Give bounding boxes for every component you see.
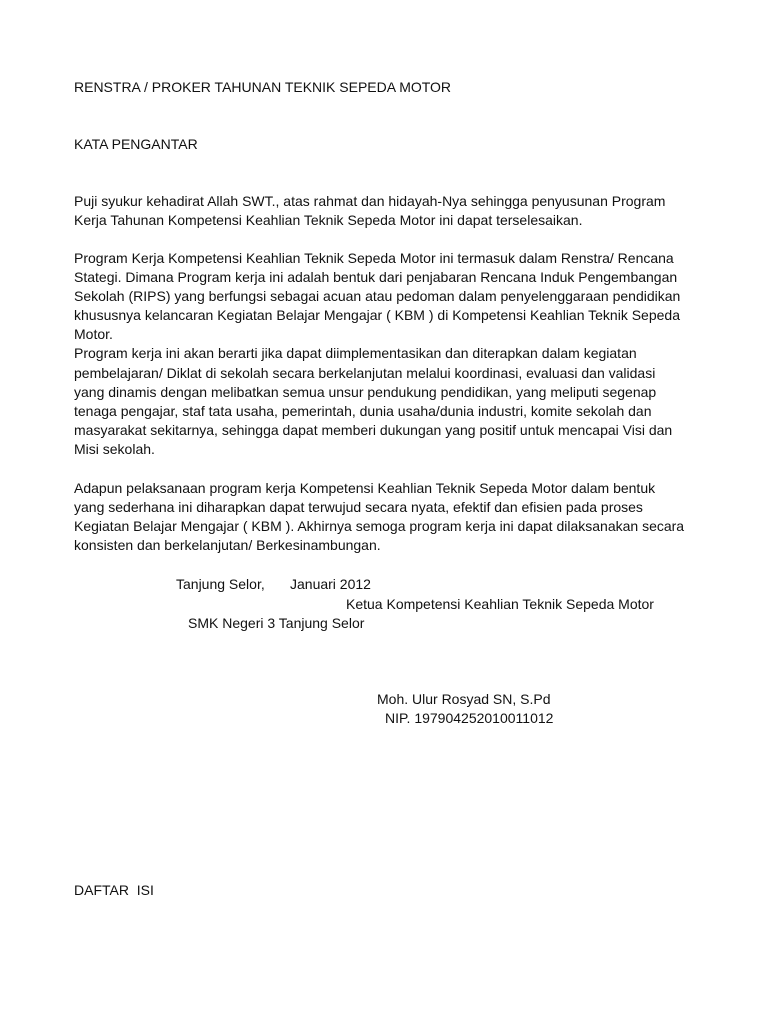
- paragraph-line: Motor.: [74, 326, 113, 343]
- signatory-nip: NIP. 197904252010011012: [385, 710, 554, 726]
- section-heading-kata-pengantar: KATA PENGANTAR: [74, 136, 198, 152]
- paragraph-line: Program Kerja Kompetensi Keahlian Teknik Sepeda Motor ini termasuk dalam Renstra/ Rencana: [74, 250, 674, 266]
- signature-place: Tanjung Selor,: [176, 576, 265, 592]
- paragraph-line: pembelajaran/ Diklat di sekolah secara berkelanjutan melalui koordinasi, evaluasi dan validasi: [74, 364, 656, 381]
- paragraph-line: konsisten dan berkelanjutan/ Berkesinambungan.: [74, 537, 381, 554]
- document-title: RENSTRA / PROKER TAHUNAN TEKNIK SEPEDA MOTOR: [74, 79, 452, 95]
- signature-school: SMK Negeri 3 Tanjung Selor: [188, 615, 365, 631]
- paragraph-line: Sekolah (RIPS) yang berfungsi sebagai acuan atau pedoman dalam penyelenggaraan pendidikan: [74, 288, 681, 305]
- paragraph-line: yang sederhana ini diharapkan dapat terwujud secara nyata, efektif dan efisien pada proses: [74, 499, 643, 516]
- section-heading-daftar-isi: DAFTAR ISI: [74, 882, 154, 898]
- signature-position: Ketua Kompetensi Keahlian Teknik Sepeda Motor: [346, 596, 654, 612]
- paragraph-line: tenaga pengajar, staf tata usaha, pemerintah, dunia usaha/dunia industri, komite sekolah dan: [74, 402, 652, 419]
- paragraph-line: Kerja Tahunan Kompetensi Keahlian Teknik Sepeda Motor ini dapat terselesaikan.: [74, 212, 583, 229]
- paragraph-line: masyarakat sekitarnya, sehingga dapat memberi dukungan yang positif untuk mencapai Visi dan: [74, 421, 673, 438]
- paragraph-line: khususnya kelancaran Kegiatan Belajar Mengajar ( KBM ) di Kompetensi Keahlian Teknik Sepeda: [74, 307, 680, 324]
- paragraph-line: Program kerja ini akan berarti jika dapat diimplementasikan dan diterapkan dalam kegiatan: [74, 345, 637, 362]
- paragraph-line: Misi sekolah.: [74, 440, 155, 457]
- paragraph-3: [74, 479, 684, 555]
- signature-date: Januari 2012: [290, 576, 371, 592]
- paragraph-1: [74, 192, 665, 230]
- paragraph-line: Puji syukur kehadirat Allah SWT., atas rahmat dan hidayah-Nya sehingga penyusunan Program: [74, 193, 666, 209]
- paragraph-line: Stategi. Dimana Program kerja ini adalah bentuk dari penjabaran Rencana Induk Pengembangan: [74, 269, 678, 286]
- paragraph-line: Adapun pelaksanaan program kerja Kompetensi Keahlian Teknik Sepeda Motor dalam bentuk: [74, 480, 656, 496]
- signatory-name: Moh. Ulur Rosyad SN, S.Pd: [377, 691, 551, 707]
- paragraph-line: yang dinamis dengan melibatkan semua unsur pendukung pendidikan, yang meliputi segenap: [74, 383, 657, 400]
- paragraph-line: Kegiatan Belajar Mengajar ( KBM ). Akhirnya semoga program kerja ini dapat dilaksanakan secara: [74, 518, 685, 535]
- paragraph-2: [74, 249, 680, 459]
